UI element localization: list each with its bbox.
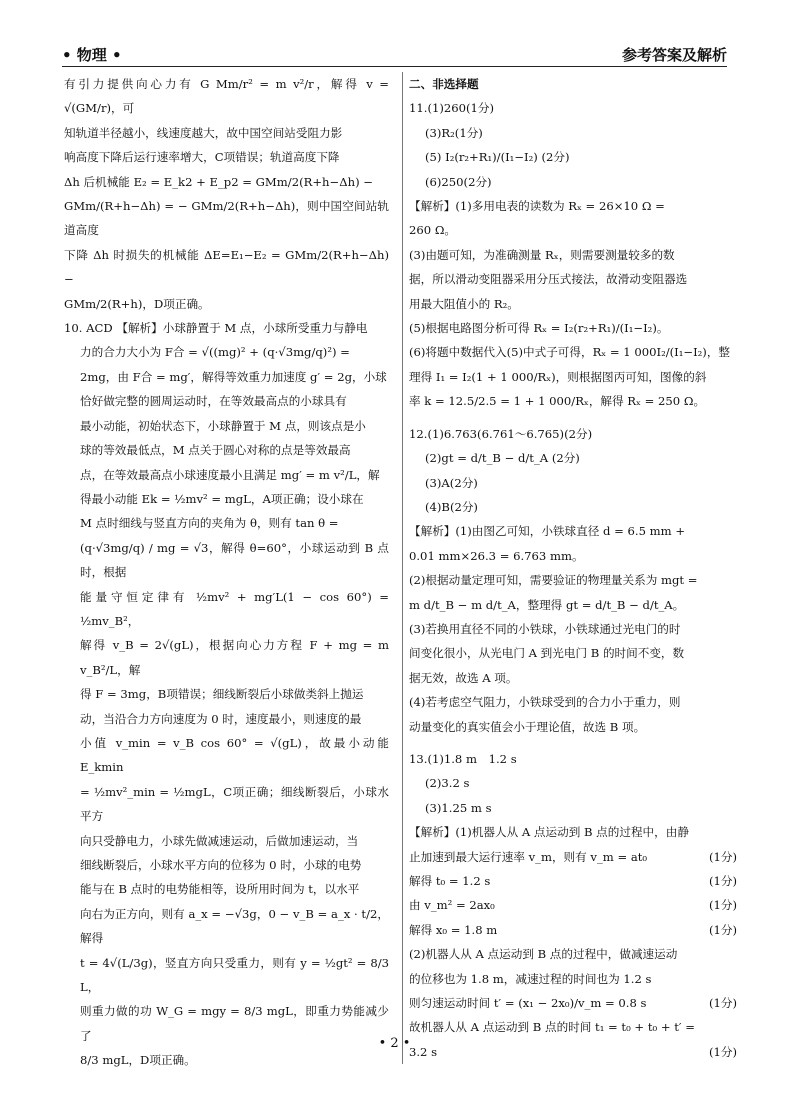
q12-analysis-line: 据无效，故选 A 项。 <box>409 670 518 685</box>
q11-analysis-line: (6)将题中数据代入(5)中式子可得，Rₓ = 1 000I₂/(I₁−I₂)，整 <box>409 345 731 360</box>
q13-analysis-score: (1分) <box>708 898 737 913</box>
q13-analysis-row <box>409 991 737 1015</box>
q13-analysis-step: 解得 t₀ = 1.2 s <box>409 874 491 888</box>
left-text-line: 10. ACD 【解析】小球静置于 M 点，小球所受重力与静电 <box>64 321 368 336</box>
left-text-line: Δh 后机械能 E₂ = E_k2 + E_p2 = GMm/2(R+h−Δh) − <box>64 174 373 189</box>
q13-analysis <box>409 820 737 1064</box>
q12-analysis <box>409 519 737 739</box>
q12-analysis-line: (4)若考虑空气阻力，小铁球受到的合力小于重力，则 <box>409 695 681 710</box>
q11-analysis-line: 据，所以滑动变阻器采用分压式接法，故滑动变阻器选 <box>409 272 688 287</box>
left-text-line: 则重力做的功 W_G = mgy = 8/3 mgL，即重力势能减少了 <box>80 1004 389 1043</box>
q11-analysis-line: (3)由题可知，为准确测量 Rₓ，则需要测量较多的数 <box>409 247 675 262</box>
q13-analysis-step: 由 v_m² = 2ax₀ <box>409 898 495 913</box>
q11-answer-5: (5) I₂(r₂+R₁)/(I₁−I₂) (2分) <box>425 150 570 165</box>
q13-analysis-row <box>409 845 737 869</box>
q12-answer-2: (2)gt = d/t_B − d/t_A (2分) <box>425 451 580 466</box>
page-header <box>62 40 727 67</box>
left-text-line: 解得 v_B = 2√(gL)，根据向心力方程 F + mg = m v_B²/L，解 <box>80 638 389 677</box>
q11-answer-1: 11.(1)260(1分) <box>409 101 495 116</box>
q13-analysis-line: 故机器人从 A 点运动到 B 点的时间 t₁ = t₀ + t₀ + t′ = <box>409 1020 695 1035</box>
page-number: • 2 • <box>378 1036 411 1051</box>
left-text-line: 细线断裂后，小球水平方向的位移为 0 时，小球的电势 <box>80 858 362 872</box>
left-column <box>64 72 389 1073</box>
q11-analysis-line: 用最大阻值小的 R₂。 <box>409 296 519 311</box>
left-text-line: (q·√3mg/q) / mg = √3，解得 θ=60°，小球运动到 B 点时，根据 <box>80 540 389 580</box>
left-text-line: 能量守恒定律有 ½mv² + mg′L(1 − cos 60°) = ½mv_B²， <box>80 589 389 628</box>
question-12 <box>409 422 737 739</box>
q12-analysis-line: (3)若换用直径不同的小铁球，小铁球通过光电门的时 <box>409 621 681 636</box>
left-text-line: GMm/(R+h−Δh) = − GMm/2(R+h−Δh)，则中国空间站轨道高度 <box>64 199 389 238</box>
q11-answer-3: (3)R₂(1分) <box>425 125 483 140</box>
q12-analysis-line: m d/t_B − m d/t_A，整理得 gt = d/t_B − d/t_A。 <box>409 597 685 612</box>
left-text-line: 知轨道半径越小，线速度越大，故中国空间站受阻力影 <box>64 125 343 140</box>
q13-analysis-line: (2)机器人从 A 点运动到 B 点的过程中，做减速运动 <box>409 947 678 962</box>
left-text-line: M 点时细线与竖直方向的夹角为 θ，则有 tan θ = <box>80 516 339 531</box>
left-text-line: GMm/2(R+h)，D项正确。 <box>64 296 210 311</box>
q13-answer-1: 13.(1)1.8 m 1.2 s <box>409 751 517 766</box>
left-text-line: 下降 Δh 时损失的机械能 ΔE=E₁−E₂ = GMm/2(R+h−Δh) − <box>64 247 389 287</box>
left-text-line: 有引力提供向心力有 G Mm/r² = m v²/r，解得 v = √(GM/r)，可 <box>64 77 389 116</box>
q11-analysis-line: 理得 I₁ = I₂(1 + 1 000/Rₓ)，则根据图丙可知，图像的斜 <box>409 369 707 384</box>
q11-analysis-line: (5)根据电路图分析可得 Rₓ = I₂(r₂+R₁)/(I₁−I₂)。 <box>409 321 669 336</box>
q13-analysis-score: (1分) <box>708 996 737 1011</box>
q13-analysis-score: (1分) <box>708 922 737 937</box>
q13-analysis-step: 3.2 s <box>409 1044 438 1059</box>
question-11 <box>409 96 737 413</box>
q11-analysis-line: 率 k = 12.5/2.5 = 1 + 1 000/Rₓ，解得 Rₓ = 250 Ω。 <box>409 394 706 409</box>
left-text-line: 能与在 B 点时的电势能相等，设所用时间为 t，以水平 <box>80 882 360 897</box>
q13-analysis-step: 止加速到最大运行速率 v_m，则有 v_m = at₀ <box>409 849 648 864</box>
q12-analysis-line: 0.01 mm×26.3 = 6.763 mm。 <box>409 548 584 563</box>
q11-analysis-line: 【解析】(1)多用电表的读数为 Rₓ = 26×10 Ω = <box>409 199 665 214</box>
q12-analysis-line: 动量变化的真实值会小于理论值，故选 B 项。 <box>409 719 646 734</box>
q11-analysis <box>409 194 737 414</box>
left-text-line: 最小动能，初始状态下，小球静置于 M 点，则该点是小 <box>80 418 366 433</box>
q13-analysis-line: 【解析】(1)机器人从 A 点运动到 B 点的过程中，由静 <box>409 825 689 840</box>
q13-analysis-score: (1分) <box>708 849 737 864</box>
left-text-line: 动，当沿合力方向速度为 0 时，速度最小，则速度的最 <box>80 711 362 726</box>
left-text-line: 小值 v_min = v_B cos 60° = √(gL)，故最小动能 E_kmin <box>80 735 389 775</box>
q13-answer-2: (2)3.2 s <box>425 776 470 791</box>
left-text-line: = ½mv²_min = ½mgL，C项正确；细线断裂后，小球水平方 <box>80 784 389 824</box>
left-text-line: t = 4√(L/3g)，竖直方向只受重力，则有 y = ½gt² = 8/3 L， <box>80 955 389 995</box>
left-text-line: 力的合力大小为 F合 = √((mg)² + (q·√3mg/q)²) = <box>80 345 350 360</box>
q12-answer-3: (3)A(2分) <box>425 475 478 490</box>
q13-analysis-row <box>409 869 737 893</box>
q11-analysis-line: 260 Ω。 <box>409 223 457 238</box>
q11-answer-6: (6)250(2分) <box>425 174 492 189</box>
q13-analysis-line: 的位移也为 1.8 m，减速过程的时间也为 1.2 s <box>409 971 652 986</box>
left-text-line: 恰好做完整的圆周运动时，在等效最高点的小球具有 <box>80 394 347 409</box>
left-text-line: 球的等效最低点，M 点关于圆心对称的点是等效最高 <box>80 443 351 458</box>
q12-analysis-line: (2)根据动量定理可知，需要验证的物理量关系为 mgt = <box>409 573 698 588</box>
subject-label: • 物理 • <box>62 46 122 64</box>
q12-analysis-line: 【解析】(1)由图乙可知，小铁球直径 d = 6.5 mm + <box>409 524 686 539</box>
left-text-line: 向右为正方向，则有 a_x = −√3g，0 − v_B = a_x · t/2，解得 <box>80 906 389 946</box>
q12-answer-1: 12.(1)6.763(6.761～6.765)(2分) <box>409 426 593 441</box>
q13-analysis-score: (1分) <box>708 1044 737 1059</box>
q13-analysis-row <box>409 918 737 942</box>
section-title: 二、非选择题 <box>409 77 479 91</box>
question-13 <box>409 747 737 1064</box>
q13-analysis-row <box>409 893 737 917</box>
q13-analysis-step: 则匀速运动时间 t′ = (x₁ − 2x₀)/v_m = 0.8 s <box>409 996 647 1011</box>
left-text-line: 2mg，由 F合 = mg′，解得等效重力加速度 g′ = 2g，小球 <box>80 369 387 384</box>
q12-answer-4: (4)B(2分) <box>425 499 478 514</box>
left-text-line: 得 F = 3mg，B项错误；细线断裂后小球做类斜上抛运 <box>80 687 364 702</box>
q13-analysis-step: 解得 x₀ = 1.8 m <box>409 922 498 937</box>
left-text-line: 向只受静电力，小球先做减速运动，后做加速运动，当 <box>80 833 359 848</box>
left-text-line: 8/3 mgL，D项正确。 <box>80 1053 196 1068</box>
q13-answer-3: (3)1.25 m s <box>425 800 492 815</box>
left-text-line: 得最小动能 Ek = ½mv² = mgL，A项正确；设小球在 <box>80 491 364 506</box>
left-text-line: 响高度下降后运行速率增大，C项错误；轨道高度下降 <box>64 150 340 165</box>
header-title: 参考答案及解析 <box>621 46 727 64</box>
q13-analysis-score: (1分) <box>708 874 737 888</box>
q12-analysis-line: 间变化很小，从光电门 A 到光电门 B 的时间不变，数 <box>409 646 685 661</box>
left-text-line: 点，在等效最高点小球速度最小且满足 mg′ = m v²/L，解 <box>80 467 380 482</box>
right-column <box>402 72 737 1064</box>
